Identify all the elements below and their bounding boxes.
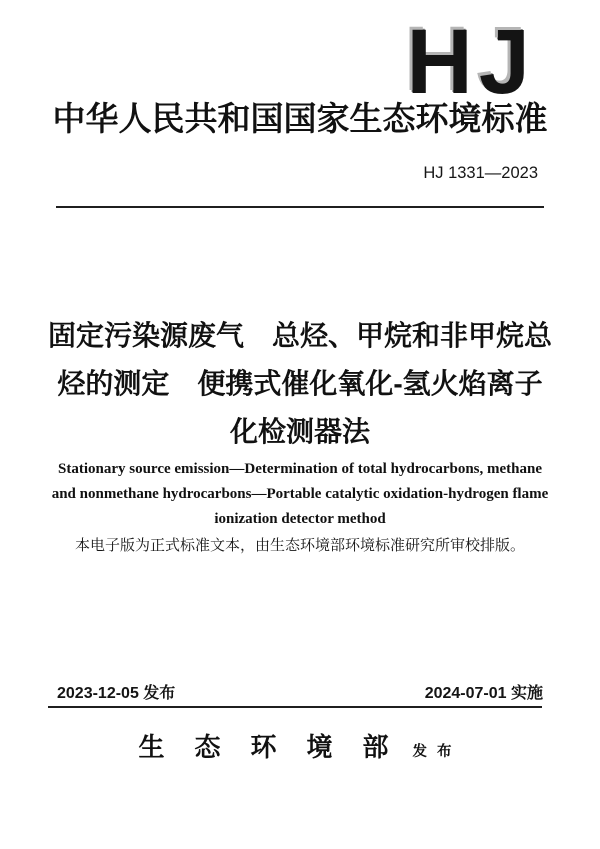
standard-title-english: [0, 457, 600, 532]
publisher-action-label: 发布: [412, 744, 462, 760]
standard-title-chinese-line3: 化检测器法: [229, 416, 370, 447]
standard-number: HJ 1331—2023: [423, 164, 538, 182]
standard-title-chinese: [0, 312, 600, 456]
standard-title-chinese-line2: 烃的测定 便携式催化氧化-氢火焰离子: [57, 368, 543, 399]
standard-title-english-line3: ionization detector method: [214, 511, 386, 527]
standard-title-chinese-line1: 固定污染源废气 总烃、甲烷和非甲烷总: [47, 320, 552, 351]
header-divider-line: [56, 206, 544, 208]
footer-divider-line: [48, 706, 542, 708]
standard-title-english-line2: and nonmethane hydrocarbons—Portable catalytic oxidation-hydrogen flame: [51, 486, 549, 502]
electronic-version-note: 本电子版为正式标准文本，由生态环境部环境标准研究所审校排版。: [74, 537, 525, 554]
dates-row: [57, 684, 543, 704]
implementation-date: 2024-07-01 实施: [424, 685, 543, 702]
hj-logo: HJ: [406, 11, 536, 113]
national-standard-heading: 中华人民共和国国家生态环境标准: [52, 102, 548, 138]
issue-date: 2023-12-05 发布: [57, 685, 176, 702]
publisher-name: 生态环境部: [138, 733, 419, 762]
standard-title-english-line1: Stationary source emission—Determination of total hydrocarbons, methane: [58, 461, 542, 477]
publisher-row: [0, 731, 600, 765]
